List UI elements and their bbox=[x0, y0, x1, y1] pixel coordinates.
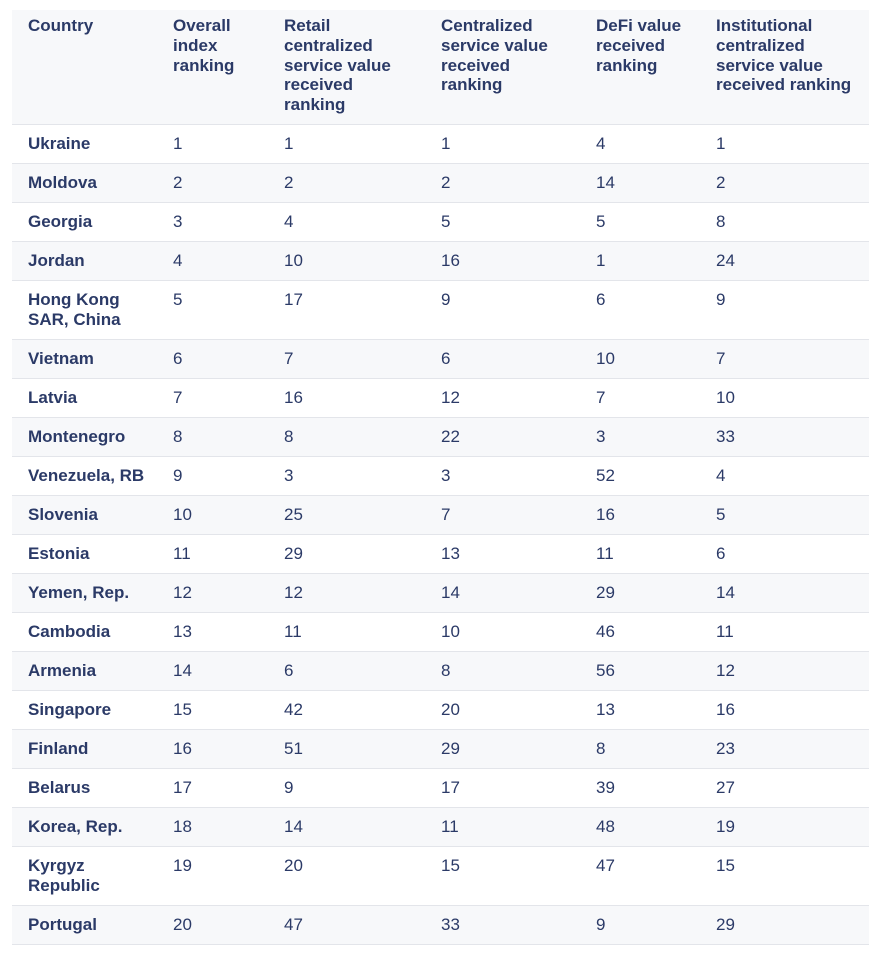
cell-overall-index-ranking: 7 bbox=[157, 379, 268, 418]
cell-country: Singapore bbox=[12, 691, 157, 730]
cell-centralized-ranking: 10 bbox=[425, 613, 580, 652]
cell-overall-index-ranking: 10 bbox=[157, 496, 268, 535]
cell-country: Jordan bbox=[12, 242, 157, 281]
cell-retail-centralized-ranking: 51 bbox=[268, 730, 425, 769]
header-overall-index-ranking: Overall index ranking bbox=[157, 10, 268, 125]
table-body bbox=[12, 125, 869, 945]
table-row bbox=[12, 242, 869, 281]
cell-institutional-centralized-ranking: 10 bbox=[700, 379, 869, 418]
cell-centralized-ranking: 17 bbox=[425, 769, 580, 808]
cell-retail-centralized-ranking: 16 bbox=[268, 379, 425, 418]
cell-defi-ranking: 29 bbox=[580, 574, 700, 613]
header-institutional-centralized-ranking: Institutional centralized service value received ranking bbox=[700, 10, 869, 125]
cell-defi-ranking: 16 bbox=[580, 496, 700, 535]
cell-country: Cambodia bbox=[12, 613, 157, 652]
cell-centralized-ranking: 11 bbox=[425, 808, 580, 847]
cell-country: Kyrgyz Republic bbox=[12, 847, 157, 906]
cell-country: Armenia bbox=[12, 652, 157, 691]
cell-retail-centralized-ranking: 1 bbox=[268, 125, 425, 164]
cell-centralized-ranking: 8 bbox=[425, 652, 580, 691]
table-row bbox=[12, 906, 869, 945]
table-header bbox=[12, 10, 869, 125]
cell-defi-ranking: 4 bbox=[580, 125, 700, 164]
cell-defi-ranking: 48 bbox=[580, 808, 700, 847]
cell-centralized-ranking: 6 bbox=[425, 340, 580, 379]
table-row bbox=[12, 457, 869, 496]
cell-institutional-centralized-ranking: 4 bbox=[700, 457, 869, 496]
cell-overall-index-ranking: 17 bbox=[157, 769, 268, 808]
table-row bbox=[12, 730, 869, 769]
cell-overall-index-ranking: 20 bbox=[157, 906, 268, 945]
table-row bbox=[12, 418, 869, 457]
cell-overall-index-ranking: 6 bbox=[157, 340, 268, 379]
cell-defi-ranking: 3 bbox=[580, 418, 700, 457]
cell-overall-index-ranking: 1 bbox=[157, 125, 268, 164]
cell-overall-index-ranking: 3 bbox=[157, 203, 268, 242]
cell-retail-centralized-ranking: 42 bbox=[268, 691, 425, 730]
cell-institutional-centralized-ranking: 8 bbox=[700, 203, 869, 242]
cell-overall-index-ranking: 9 bbox=[157, 457, 268, 496]
cell-institutional-centralized-ranking: 1 bbox=[700, 125, 869, 164]
cell-retail-centralized-ranking: 25 bbox=[268, 496, 425, 535]
cell-overall-index-ranking: 15 bbox=[157, 691, 268, 730]
table-row bbox=[12, 613, 869, 652]
cell-institutional-centralized-ranking: 11 bbox=[700, 613, 869, 652]
cell-country: Slovenia bbox=[12, 496, 157, 535]
cell-institutional-centralized-ranking: 24 bbox=[700, 242, 869, 281]
cell-defi-ranking: 10 bbox=[580, 340, 700, 379]
cell-overall-index-ranking: 13 bbox=[157, 613, 268, 652]
cell-retail-centralized-ranking: 17 bbox=[268, 281, 425, 340]
cell-centralized-ranking: 12 bbox=[425, 379, 580, 418]
cell-country: Ukraine bbox=[12, 125, 157, 164]
cell-institutional-centralized-ranking: 19 bbox=[700, 808, 869, 847]
table-row bbox=[12, 340, 869, 379]
cell-centralized-ranking: 9 bbox=[425, 281, 580, 340]
cell-centralized-ranking: 2 bbox=[425, 164, 580, 203]
cell-overall-index-ranking: 12 bbox=[157, 574, 268, 613]
table-row bbox=[12, 847, 869, 906]
cell-defi-ranking: 52 bbox=[580, 457, 700, 496]
cell-retail-centralized-ranking: 29 bbox=[268, 535, 425, 574]
cell-defi-ranking: 46 bbox=[580, 613, 700, 652]
cell-retail-centralized-ranking: 2 bbox=[268, 164, 425, 203]
cell-centralized-ranking: 16 bbox=[425, 242, 580, 281]
cell-country: Finland bbox=[12, 730, 157, 769]
cell-overall-index-ranking: 5 bbox=[157, 281, 268, 340]
cell-institutional-centralized-ranking: 23 bbox=[700, 730, 869, 769]
cell-retail-centralized-ranking: 10 bbox=[268, 242, 425, 281]
cell-retail-centralized-ranking: 8 bbox=[268, 418, 425, 457]
cell-retail-centralized-ranking: 4 bbox=[268, 203, 425, 242]
cell-country: Montenegro bbox=[12, 418, 157, 457]
cell-institutional-centralized-ranking: 29 bbox=[700, 906, 869, 945]
cell-centralized-ranking: 7 bbox=[425, 496, 580, 535]
cell-centralized-ranking: 29 bbox=[425, 730, 580, 769]
cell-defi-ranking: 1 bbox=[580, 242, 700, 281]
cell-country: Estonia bbox=[12, 535, 157, 574]
header-retail-centralized-ranking: Retail centralized service value received ranking bbox=[268, 10, 425, 125]
ranking-table bbox=[12, 10, 869, 945]
table-row bbox=[12, 691, 869, 730]
cell-retail-centralized-ranking: 7 bbox=[268, 340, 425, 379]
table-row bbox=[12, 125, 869, 164]
cell-overall-index-ranking: 19 bbox=[157, 847, 268, 906]
cell-overall-index-ranking: 8 bbox=[157, 418, 268, 457]
cell-defi-ranking: 8 bbox=[580, 730, 700, 769]
table-row bbox=[12, 652, 869, 691]
table-row bbox=[12, 496, 869, 535]
cell-institutional-centralized-ranking: 14 bbox=[700, 574, 869, 613]
cell-overall-index-ranking: 4 bbox=[157, 242, 268, 281]
cell-country: Georgia bbox=[12, 203, 157, 242]
cell-institutional-centralized-ranking: 15 bbox=[700, 847, 869, 906]
cell-institutional-centralized-ranking: 7 bbox=[700, 340, 869, 379]
cell-country: Korea, Rep. bbox=[12, 808, 157, 847]
cell-centralized-ranking: 14 bbox=[425, 574, 580, 613]
cell-retail-centralized-ranking: 11 bbox=[268, 613, 425, 652]
cell-institutional-centralized-ranking: 6 bbox=[700, 535, 869, 574]
cell-overall-index-ranking: 2 bbox=[157, 164, 268, 203]
table-row bbox=[12, 203, 869, 242]
cell-retail-centralized-ranking: 14 bbox=[268, 808, 425, 847]
ranking-table-container bbox=[12, 10, 869, 945]
cell-defi-ranking: 14 bbox=[580, 164, 700, 203]
header-defi-ranking: DeFi value received ranking bbox=[580, 10, 700, 125]
cell-centralized-ranking: 33 bbox=[425, 906, 580, 945]
header-row bbox=[12, 10, 869, 125]
cell-defi-ranking: 5 bbox=[580, 203, 700, 242]
cell-country: Moldova bbox=[12, 164, 157, 203]
table-row bbox=[12, 574, 869, 613]
table-row bbox=[12, 164, 869, 203]
cell-centralized-ranking: 13 bbox=[425, 535, 580, 574]
cell-retail-centralized-ranking: 12 bbox=[268, 574, 425, 613]
cell-retail-centralized-ranking: 6 bbox=[268, 652, 425, 691]
cell-country: Vietnam bbox=[12, 340, 157, 379]
cell-overall-index-ranking: 14 bbox=[157, 652, 268, 691]
header-centralized-ranking: Centralized service value received ranking bbox=[425, 10, 580, 125]
cell-overall-index-ranking: 18 bbox=[157, 808, 268, 847]
table-row bbox=[12, 808, 869, 847]
table-row bbox=[12, 769, 869, 808]
cell-centralized-ranking: 20 bbox=[425, 691, 580, 730]
cell-defi-ranking: 11 bbox=[580, 535, 700, 574]
cell-overall-index-ranking: 16 bbox=[157, 730, 268, 769]
cell-defi-ranking: 39 bbox=[580, 769, 700, 808]
cell-centralized-ranking: 5 bbox=[425, 203, 580, 242]
cell-retail-centralized-ranking: 9 bbox=[268, 769, 425, 808]
cell-institutional-centralized-ranking: 9 bbox=[700, 281, 869, 340]
cell-institutional-centralized-ranking: 12 bbox=[700, 652, 869, 691]
cell-institutional-centralized-ranking: 16 bbox=[700, 691, 869, 730]
cell-country: Belarus bbox=[12, 769, 157, 808]
table-row bbox=[12, 535, 869, 574]
cell-centralized-ranking: 15 bbox=[425, 847, 580, 906]
cell-country: Latvia bbox=[12, 379, 157, 418]
header-country: Country bbox=[12, 10, 157, 125]
cell-country: Yemen, Rep. bbox=[12, 574, 157, 613]
cell-country: Portugal bbox=[12, 906, 157, 945]
cell-centralized-ranking: 3 bbox=[425, 457, 580, 496]
cell-retail-centralized-ranking: 3 bbox=[268, 457, 425, 496]
cell-overall-index-ranking: 11 bbox=[157, 535, 268, 574]
cell-centralized-ranking: 22 bbox=[425, 418, 580, 457]
cell-institutional-centralized-ranking: 33 bbox=[700, 418, 869, 457]
cell-centralized-ranking: 1 bbox=[425, 125, 580, 164]
cell-country: Venezuela, RB bbox=[12, 457, 157, 496]
cell-institutional-centralized-ranking: 2 bbox=[700, 164, 869, 203]
cell-defi-ranking: 13 bbox=[580, 691, 700, 730]
table-row bbox=[12, 379, 869, 418]
cell-defi-ranking: 6 bbox=[580, 281, 700, 340]
cell-country: Hong Kong SAR, China bbox=[12, 281, 157, 340]
cell-defi-ranking: 9 bbox=[580, 906, 700, 945]
cell-retail-centralized-ranking: 47 bbox=[268, 906, 425, 945]
table-row bbox=[12, 281, 869, 340]
cell-institutional-centralized-ranking: 5 bbox=[700, 496, 869, 535]
cell-retail-centralized-ranking: 20 bbox=[268, 847, 425, 906]
cell-institutional-centralized-ranking: 27 bbox=[700, 769, 869, 808]
cell-defi-ranking: 56 bbox=[580, 652, 700, 691]
cell-defi-ranking: 7 bbox=[580, 379, 700, 418]
cell-defi-ranking: 47 bbox=[580, 847, 700, 906]
